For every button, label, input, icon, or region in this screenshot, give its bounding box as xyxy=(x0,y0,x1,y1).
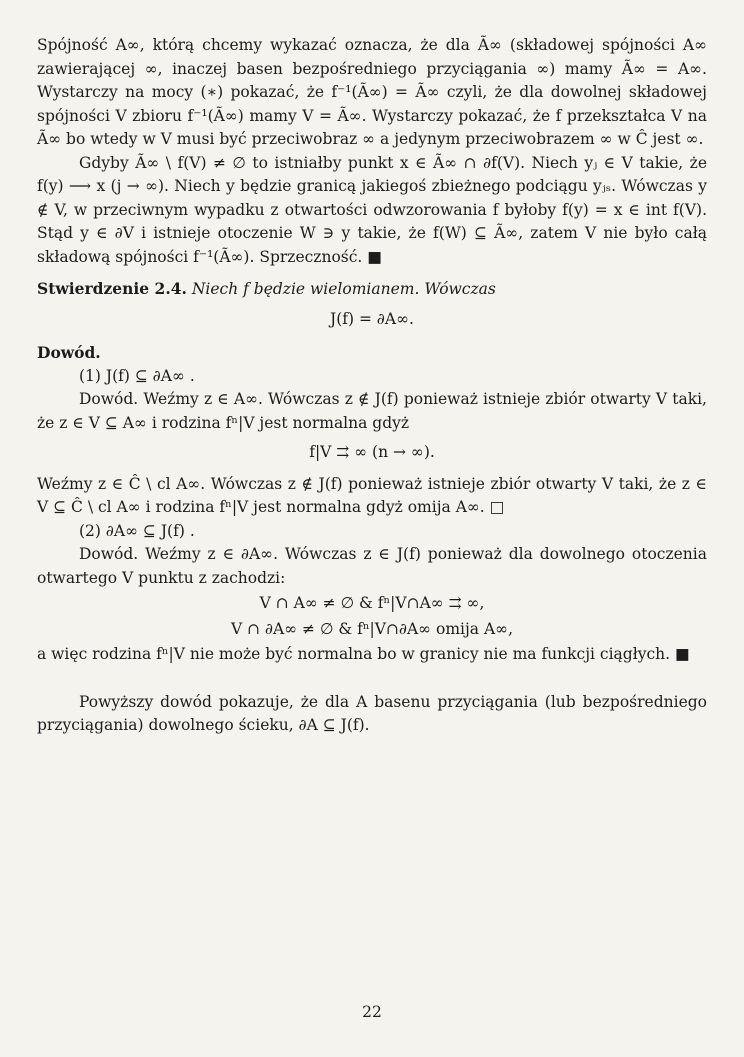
closing-paragraph: Powyższy dowód pokazuje, że dla A basenu przyciągania (lub bezpośredniego przyciągania) dowolnego ścieku, ∂A ⊆ J(f). xyxy=(37,692,707,734)
proof-part2-formula1: V ∩ A∞ ≠ ∅ & fⁿ|V∩A∞ ⇉ ∞, xyxy=(259,594,485,612)
proof-part2-text: Dowód. Weźmy z ∈ ∂A∞. Wówczas z ∈ J(f) ponieważ dla dowolnego otoczenia otwartego V punktu z zachodzi: xyxy=(37,545,707,587)
statement-heading xyxy=(37,277,707,302)
proof-part2-header: (2) ∂A∞ ⊆ J(f) . xyxy=(79,521,195,540)
proof-part1-text: Dowód. Weźmy z ∈ A∞. Wówczas z ∉ J(f) ponieważ istnieje zbiór otwarty V taki, że z ∈ V ⊆ A∞ i rodzina fⁿ|V jest normalna gdyż xyxy=(37,390,707,432)
proof-part1-text2: Weźmy z ∈ Ĉ \ cl A∞. Wówczas z ∉ J(f) ponieważ istnieje zbiór otwarty V taki, że z ∈ V ⊆ Ĉ \ cl A∞ i rodzina fⁿ|V jest normalna gdyż omija A∞. □ xyxy=(37,474,707,516)
proof-part2-text2: a więc rodzina fⁿ|V nie może być normalna bo w granicy nie ma funkcji ciągłych. ■ xyxy=(37,645,690,663)
paragraph-connectedness: Spójność A∞, którą chcemy wykazać oznacza, że dla Ã∞ (składowej spójności A∞ zawierającej ∞, inaczej basen bezpośredniego przyciągania ∞) mamy Ã∞ = A∞. Wystarczy na mocy (∗) pokazać, że f⁻¹(Ã∞) = Ã∞ czyli, że dla dowolnej składowej spójności V zbioru f⁻¹(Ã∞) mamy V = Ã∞. Wystarczy pokazać, że f przekształca V na Ã∞ bo wtedy w V musi być przeciwobraz ∞ a jedynym przeciwobrazem ∞ w Ĉ jest ∞. xyxy=(37,36,707,148)
proof-part1-formula: f|V ⇉ ∞ (n → ∞). xyxy=(309,443,435,461)
statement-formula: J(f) = ∂A∞. xyxy=(330,309,414,328)
paragraph-contradiction: Gdyby Ã∞ \ f(V) ≠ ∅ to istniałby punkt x ∈ Ã∞ ∩ ∂f(V). Niech yⱼ ∈ V takie, że f(y) ⟶ x (j → ∞). Niech y będzie granicą jakiegoś zbieżnego podciągu yⱼₛ. Wówczas y ∉ V, w przeciwnym wypadku z otwartości odwzorowania f byłoby f(y) = x ∈ int f(V). Stąd y ∈ ∂V i istnieje otoczenie W ∋ y takie, że f(W) ⊆ Ã∞, zatem V nie było całą składową spójności f⁻¹(Ã∞). Sprzeczność. ■ xyxy=(37,153,707,266)
statement-text: Niech f będzie wielomianem. Wówczas xyxy=(191,280,496,298)
text-body xyxy=(37,34,707,738)
spacer xyxy=(37,667,707,691)
proof-title: Dowód. xyxy=(37,343,101,362)
page-number: 22 xyxy=(362,1003,382,1021)
proof-part1-header: (1) J(f) ⊆ ∂A∞ . xyxy=(79,366,195,385)
proof-part2-formula2: V ∩ ∂A∞ ≠ ∅ & fⁿ|V∩∂A∞ omija A∞, xyxy=(230,619,514,638)
statement-label: Stwierdzenie 2.4. xyxy=(37,279,187,298)
